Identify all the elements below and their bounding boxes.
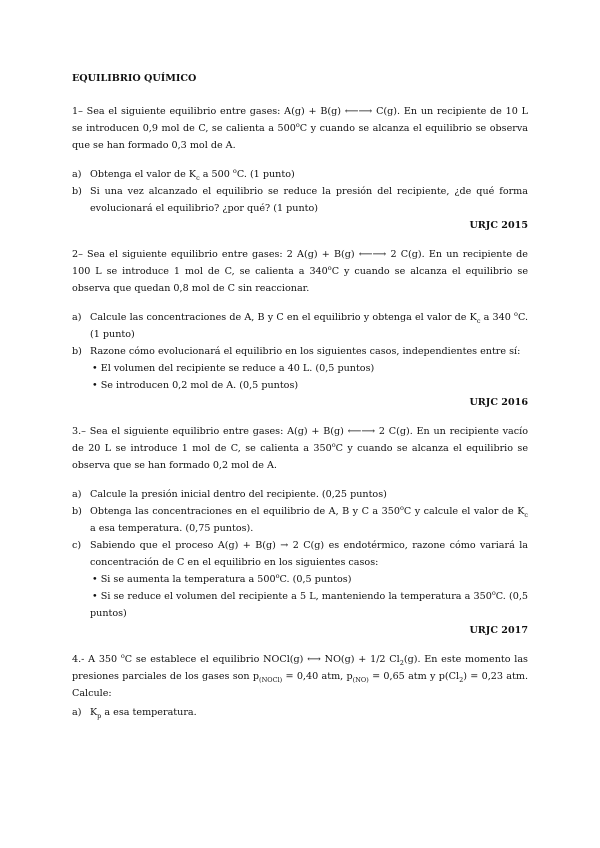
question-2-parts — [72, 309, 528, 394]
degree-sign: o — [514, 309, 518, 318]
text-span: C se establece el equilibrio NOCl(g) — [124, 654, 308, 665]
question-3-part-c — [72, 537, 528, 622]
bullet-item: • El volumen del recipiente se reduce a 40 L. (0,5 puntos) — [92, 363, 375, 374]
part-text — [90, 503, 528, 537]
text-span: a esa temperatura. — [101, 707, 197, 718]
text-span: 2 C(g) es endotérmico, razone cómo variará la concentración de C en el equilibrio en los siguientes casos: — [90, 540, 529, 568]
degree-sign: o — [491, 588, 496, 597]
subscript: 2 — [459, 675, 464, 684]
text-span: a 340 — [480, 312, 515, 323]
q1-text-2: C(g). En un recipiente de 10 L se introducen 0,9 mol de C, se calienta a 500 — [72, 106, 528, 134]
text-span: (g). En este momento las presiones parciales de los gases son p — [72, 654, 528, 682]
question-3 — [72, 423, 528, 639]
question-4-statement — [72, 651, 528, 702]
degree-sign: o — [120, 651, 125, 660]
subscript: c — [476, 316, 481, 325]
text-span: a esa temperatura. (0,75 puntos). — [90, 523, 254, 534]
text-span: = 0,65 atm y p(Cl — [368, 671, 460, 682]
q1-text-1: 1– Sea el siguiente equilibrio entre gases: A(g) + B(g) — [72, 106, 345, 117]
text-span: a 500 — [199, 169, 233, 180]
question-2 — [72, 246, 528, 411]
question-2-statement — [72, 246, 528, 297]
subscript: (NOCl) — [259, 675, 283, 684]
text-span: = 0,40 atm, p — [282, 671, 353, 682]
part-marker: a) — [72, 312, 82, 323]
question-1 — [72, 103, 528, 234]
subscript: (NO) — [352, 675, 369, 684]
part-text — [90, 343, 528, 394]
equilibrium-arrow: ⟵⟶ — [347, 426, 376, 437]
question-1-statement — [72, 103, 528, 154]
degree-sign: o — [275, 571, 280, 580]
degree-sign: o — [232, 166, 237, 175]
text-span: C. (0,5 puntos) — [279, 574, 352, 585]
question-1-part-b — [72, 183, 528, 217]
text-span: 4.- A 350 — [72, 654, 121, 665]
text-span: C. (1 punto) — [90, 312, 529, 340]
question-2-part-b — [72, 343, 528, 394]
question-3-part-a — [72, 486, 528, 503]
text-span: 2 C(g). En un recipiente vacío de 20 L se introduce 1 mol de C, se calienta a 350 — [72, 426, 528, 454]
bullet-item: • Se introducen 0,2 mol de A. (0,5 puntos) — [92, 380, 299, 391]
part-marker: a) — [72, 489, 82, 500]
part-text — [90, 537, 528, 622]
part-text: Calcule la presión inicial dentro del recipiente. (0,25 puntos) — [90, 489, 387, 500]
text-span: C y calcule el valor de K — [403, 506, 525, 517]
text-span: 2– Sea el siguiente equilibrio entre gases: 2 A(g) + B(g) — [72, 249, 359, 260]
text-span: • Si se reduce el volumen del recipiente a 5 L, manteniendo la temperatura a 350 — [92, 591, 492, 602]
part-text — [90, 309, 528, 343]
degree-sign: o — [331, 440, 336, 449]
q1-text-3: C y cuando se alcanza el equilibrio se observa que se han formado 0,3 mol de A. — [72, 123, 529, 151]
question-1-part-a — [72, 166, 528, 183]
subscript: c — [196, 173, 200, 182]
text-span: 2 C(g). En un recipiente de 100 L se introduce 1 mol de C, se calienta a 340 — [72, 249, 528, 277]
degree-sign: o — [327, 263, 332, 272]
subscript: p — [97, 711, 102, 720]
text-span: • Si se aumenta la temperatura a 500 — [92, 574, 276, 585]
question-4-part-a — [72, 704, 528, 721]
part-text — [90, 166, 528, 183]
question-1-parts — [72, 166, 528, 217]
text-span: Calcule las concentraciones de A, B y C en el equilibrio y obtenga el valor de K — [90, 312, 477, 323]
bullet-item — [90, 571, 352, 585]
page-title: EQUILIBRIO QUÍMICO — [72, 73, 197, 84]
subscript: 2 — [399, 658, 404, 667]
part-marker: b) — [72, 186, 82, 197]
part-marker: a) — [72, 707, 82, 718]
question-4-parts — [72, 704, 528, 721]
text-span: K — [90, 707, 98, 718]
text-span: 3.– Sea el siguiente equilibrio entre gases: A(g) + B(g) — [72, 426, 348, 437]
text-span: C y cuando se alcanza el equilibrio se observa que se han formado 0,2 mol de A. — [72, 443, 529, 471]
question-2-source: URJC 2016 — [469, 397, 528, 408]
part-text — [90, 704, 528, 721]
reaction-arrow: → — [280, 540, 289, 551]
equilibrium-arrow: ⟵⟶ — [344, 106, 373, 117]
text-span: C y cuando se alcanza el equilibrio se observa que quedan 0,8 mol de C sin reaccionar. — [72, 266, 529, 294]
part-marker: a) — [72, 169, 82, 180]
text-span: C. (0,5 puntos) — [90, 591, 528, 619]
degree-sign: o — [295, 120, 300, 129]
text-span: Obtenga las concentraciones en el equilibrio de A, B y C a 350 — [90, 506, 400, 517]
part-marker: b) — [72, 506, 82, 517]
bullet-item — [90, 588, 528, 619]
subscript: c — [524, 510, 528, 519]
text-span: ) = 0,23 atm. Calcule: — [72, 671, 528, 699]
part-marker: c) — [72, 540, 82, 551]
equilibrium-arrow: ⟵⟶ — [358, 249, 387, 260]
text-span: Sabiendo que el proceso A(g) + B(g) — [90, 540, 281, 551]
text-span: NO(g) + 1/2 Cl — [320, 654, 400, 665]
part-text: Si una vez alcanzado el equilibrio se reduce la presión del recipiente, ¿de qué forma evolucionará el equilibrio? ¿por qué? (1 punto) — [90, 186, 528, 214]
text-span: C. (1 punto) — [236, 169, 295, 180]
question-3-statement — [72, 423, 528, 474]
text-span: Obtenga el valor de K — [90, 169, 197, 180]
question-3-source: URJC 2017 — [469, 625, 528, 636]
question-2-part-a — [72, 309, 528, 343]
part-marker: b) — [72, 346, 82, 357]
equilibrium-arrow: ⟷ — [307, 654, 321, 665]
question-4 — [72, 651, 528, 721]
question-1-source: URJC 2015 — [469, 220, 528, 231]
text-span: Razone cómo evolucionará el equilibrio en los siguientes casos, independientes entre sí: — [90, 346, 521, 357]
question-3-parts — [72, 486, 528, 622]
question-3-part-b — [72, 503, 528, 537]
degree-sign: o — [399, 503, 404, 512]
